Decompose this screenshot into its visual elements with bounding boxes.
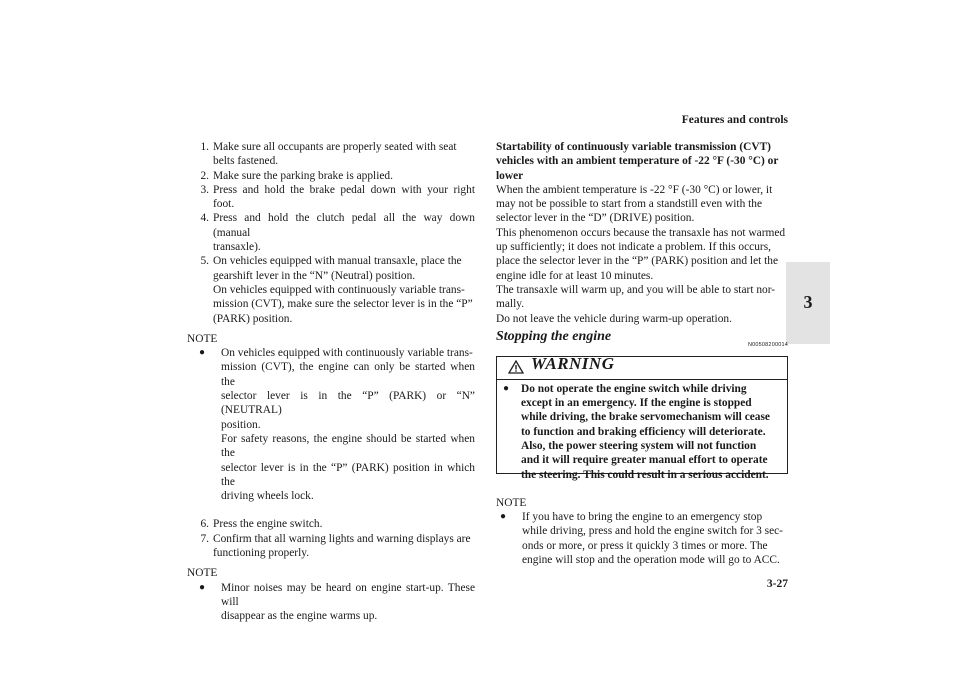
step-item [187, 517, 475, 531]
steps-list-b [187, 517, 475, 560]
text-line: When the ambient temperature is -22 °F (-30 °C) or lower, it [496, 183, 773, 196]
text-line: (PARK) position. [213, 312, 293, 325]
cvt-heading [496, 140, 788, 183]
text-line: Press the engine switch. [213, 518, 323, 531]
step-number: 7. [200, 532, 209, 545]
left-column [187, 140, 475, 624]
right-column [496, 140, 788, 567]
text-line: mally. [496, 298, 525, 311]
note-text [514, 510, 788, 567]
warning-body [497, 380, 787, 482]
warning-box [496, 353, 788, 481]
step-text [213, 169, 475, 183]
text-line: selector lever is in the “P” (PARK) position in which the [221, 461, 475, 488]
text-line: to function and braking efficiency will deteriorate. [521, 425, 766, 438]
step-item [187, 140, 475, 169]
section-title: Stopping the engine [496, 328, 612, 344]
text-line: place the selector lever in the “P” (PARK) position and let the [496, 255, 779, 268]
text-line: driving wheels lock. [221, 490, 314, 503]
text-line: onds or more, or press it quickly 3 times or more. The [522, 539, 768, 552]
steps-list-a [187, 140, 475, 326]
bullet-icon: ● [199, 347, 206, 359]
text-line: belts fastened. [213, 155, 279, 168]
step-text [213, 183, 475, 212]
note-item [496, 510, 788, 567]
text-line: selector lever is in the “P” (PARK) or “N” (NEUTRAL) [221, 390, 475, 417]
text-line: engine idle for at least 10 minutes. [496, 269, 654, 282]
text-line: Do not leave the vehicle during warm-up operation. [496, 312, 732, 325]
warning-label: WARNING [531, 353, 615, 373]
header-title: Features and controls [681, 114, 788, 126]
step-item [187, 211, 475, 254]
text-line: The transaxle will warm up, and you will be able to start nor- [496, 283, 776, 296]
step-number: 3. [200, 183, 209, 196]
text-line: up sufficiently; it does not indicate a problem. If this occurs, [496, 241, 771, 254]
note-text [213, 581, 475, 624]
section-code: N00508200014 [747, 341, 788, 348]
step-text [213, 532, 475, 561]
text-line: functioning properly. [213, 547, 310, 560]
step-text [213, 140, 475, 169]
bullet-icon: ● [199, 581, 206, 593]
chapter-tab-number: 3 [803, 292, 813, 312]
text-line: Press and hold the brake pedal down with your right foot. [213, 183, 475, 211]
text-line: On vehicles equipped with continuously variable trans- [213, 283, 465, 296]
text-line: On vehicles equipped with manual transaxle, place the [213, 255, 462, 268]
text-line: Confirm that all warning lights and warning displays are [213, 532, 471, 545]
note-label: NOTE [187, 567, 218, 580]
step-item [187, 254, 475, 325]
note-item [187, 346, 475, 503]
note-text [213, 346, 475, 503]
text-line: Make sure all occupants are properly seated with seat [213, 141, 457, 153]
page-number: 3-27 [766, 578, 788, 590]
text-line: gearshift lever in the “N” (Neutral) position. [213, 269, 416, 282]
step-item [187, 183, 475, 212]
text-line: Startability of continuously variable transmission (CVT) [496, 141, 771, 153]
text-line: selector lever in the “D” (DRIVE) position. [496, 212, 695, 225]
text-line: Also, the power steering system will not function [521, 440, 757, 453]
text-line: while driving, the brake servomechanism will cease [521, 411, 770, 424]
text-line: while driving, press and hold the engine switch for 3 sec- [522, 525, 783, 538]
warning-triangle-icon [508, 360, 524, 374]
text-line: If you have to bring the engine to an emergency stop [522, 511, 763, 524]
text-line: the steering. This could result in a serious accident. [521, 468, 769, 481]
text-line: Press and hold the clutch pedal all the way down (manual [213, 212, 475, 239]
step-text [213, 254, 475, 325]
text-line: vehicles with an ambient temperature of -22 °F (-30 °C) or [496, 155, 779, 168]
step-number: 1. [200, 141, 209, 153]
step-number: 4. [200, 212, 209, 225]
step-item [187, 532, 475, 561]
text-line: Minor noises may be heard on engine start-up. These will [221, 581, 475, 608]
text-line: lower [496, 169, 524, 182]
bullet-icon: ● [503, 382, 510, 394]
note-item [187, 581, 475, 624]
warning-text [515, 382, 781, 482]
step-text [213, 517, 475, 531]
note-label: NOTE [496, 496, 527, 509]
text-line: disappear as the engine warms up. [221, 610, 378, 623]
text-line: For safety reasons, the engine should be started when the [221, 432, 475, 460]
warning-header [497, 353, 787, 380]
step-number: 6. [200, 518, 209, 531]
step-number: 5. [200, 255, 209, 268]
cvt-body [496, 183, 788, 326]
text-line: Do not operate the engine switch while driving [521, 382, 747, 395]
text-line: mission (CVT), the engine can only be started when the [221, 361, 475, 388]
step-item [187, 169, 475, 183]
step-number: 2. [200, 169, 209, 182]
text-line: mission (CVT), make sure the selector lever is in the “P” [213, 298, 473, 311]
text-line: engine will stop and the operation mode will go to ACC. [522, 554, 780, 567]
text-line: except in an emergency. If the engine is stopped [521, 397, 752, 410]
step-text [213, 211, 475, 254]
bullet-icon: ● [500, 511, 507, 523]
text-line: may not be possible to start from a standstill even with the [496, 198, 763, 211]
text-line: and it will require greater manual effort to operate [521, 454, 768, 467]
text-line: This phenomenon occurs because the transaxle has not warmed [496, 226, 786, 239]
text-line: position. [221, 418, 261, 431]
text-line: On vehicles equipped with continuously variable trans- [221, 347, 473, 360]
text-line: Make sure the parking brake is applied. [213, 169, 393, 182]
note-label: NOTE [187, 332, 218, 345]
text-line: transaxle). [213, 241, 261, 254]
section-header [496, 330, 788, 352]
